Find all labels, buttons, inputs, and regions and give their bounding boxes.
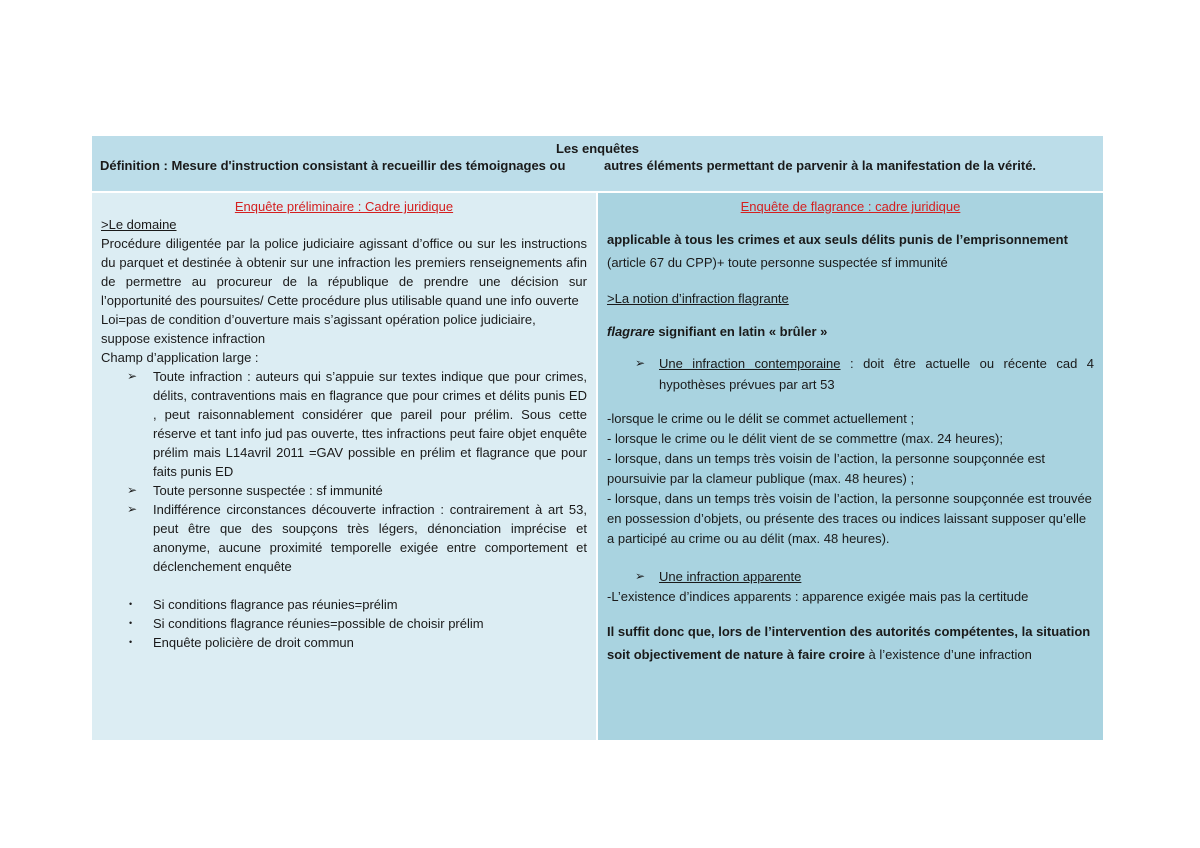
arrow-bullet-icon: ➢ [635, 356, 646, 370]
page-title: Les enquêtes [555, 141, 640, 156]
paragraph-conclusion: Il suffit donc que, lors de l’intervention des autorités compétentes, la situation soit objectivement de nature à faire croire à l’existence d’une infraction [607, 624, 1091, 662]
arrow-bullet-icon: ➢ [127, 369, 138, 383]
hypothese-1: -lorsque le crime ou le délit se commet actuellement ; [607, 411, 915, 426]
paragraph-loi: Loi=pas de condition d’ouverture mais s’agissant opération police judiciaire, suppose existence infraction [101, 312, 536, 346]
list-item: ➢ Indifférence circonstances découverte infraction : contrairement à art 53, peut être que des soupçons très légers, dénonciation imprécise et anonyme, aucune proximité temporelle exigée entre comportement et déclenchement enquête [127, 502, 587, 574]
notion-heading: >La notion d’infraction flagrante [607, 291, 789, 306]
arrow-bullet-icon: ➢ [635, 569, 646, 583]
hypothese-2: - lorsque le crime ou le délit vient de se commettre (max. 24 heures); [607, 431, 1003, 446]
enquetes-table [92, 136, 1103, 740]
paragraph-procedure: Procédure diligentée par la police judiciaire agissant d’office ou sur les instructions du parquet et destinée à obtenir sur une infraction les premiers renseignements afin de permettre au procureur de la république de prendre une décision sur l’opportunité des poursuites/ Cette procédure plus utilisable quand une info ouverte [101, 236, 587, 308]
list-item: • Enquête policière de droit commun [129, 635, 354, 650]
arrow-bullet-icon: ➢ [127, 483, 138, 497]
definition-right: autres éléments permettant de parvenir à la manifestation de la vérité. [604, 158, 1037, 173]
table-header [92, 136, 1103, 193]
paragraph-applicable: applicable à tous les crimes et aux seuls délits punis de l’emprisonnement (article 67 du CPP)+ toute personne suspectée sf immunité [607, 232, 1068, 270]
column-preliminaire [92, 193, 596, 740]
dot-list [101, 595, 587, 652]
paragraph-flagrare: flagrare signifiant en latin « brûler » [607, 324, 828, 339]
paragraph-champ: Champ d’application large : [101, 350, 259, 365]
dot-bullet-icon: • [129, 618, 133, 628]
list-item: ➢ Une infraction apparente [607, 566, 1094, 587]
hypothese-4: - lorsque, dans un temps très voisin de l’action, la personne soupçonnée est trouvée en possession d’objets, ou présente des traces ou indices laissant supposer qu’elle a participé au crime ou au délit (max. 48 heures). [607, 491, 1092, 546]
dot-bullet-icon: • [129, 599, 133, 609]
list-item: ➢ Toute infraction : auteurs qui s’appuie sur textes indique que pour crimes, délits, contraventions mais en flagrance que pour crimes et délits punis ED , peut raisonnablement considérer que pareil pour prélim. Sous cette réserve et tant info jud pas ouverte, ttes infractions peut faire objet enquête prélim mais L14avril 2011 =GAV possible en prélim et flagrance que pour faits punis ED [127, 369, 587, 479]
apparente-text: -L’existence d’indices apparents : apparence exigée mais pas la certitude [607, 589, 1029, 604]
domaine-heading: >Le domaine [101, 217, 177, 232]
column-flagrance [598, 193, 1103, 740]
dot-bullet-icon: • [129, 637, 133, 647]
list-item: • Si conditions flagrance pas réunies=prélim [129, 597, 398, 612]
arrow-bullet-icon: ➢ [127, 502, 138, 516]
contemporaine-list [607, 353, 1094, 395]
section-title-preliminaire: Enquête préliminaire : Cadre juridique [234, 199, 454, 214]
apparente-list [607, 566, 1094, 587]
arrow-list [101, 367, 587, 576]
list-item: • Si conditions flagrance réunies=possible de choisir prélim [129, 616, 484, 631]
hypothese-3: - lorsque, dans un temps très voisin de l’action, la personne soupçonnée est poursuivie par la clameur publique (max. 48 heures) ; [607, 451, 1045, 486]
list-item: ➢ Toute personne suspectée : sf immunité [127, 483, 383, 498]
list-item: ➢ Une infraction contemporaine : doit être actuelle ou récente cad 4 hypothèses prévues par art 53 [607, 353, 1094, 395]
definition-left: Définition : Mesure d'instruction consistant à recueillir des témoignages ou [100, 158, 566, 173]
section-title-flagrance: Enquête de flagrance : cadre juridique [740, 199, 961, 214]
